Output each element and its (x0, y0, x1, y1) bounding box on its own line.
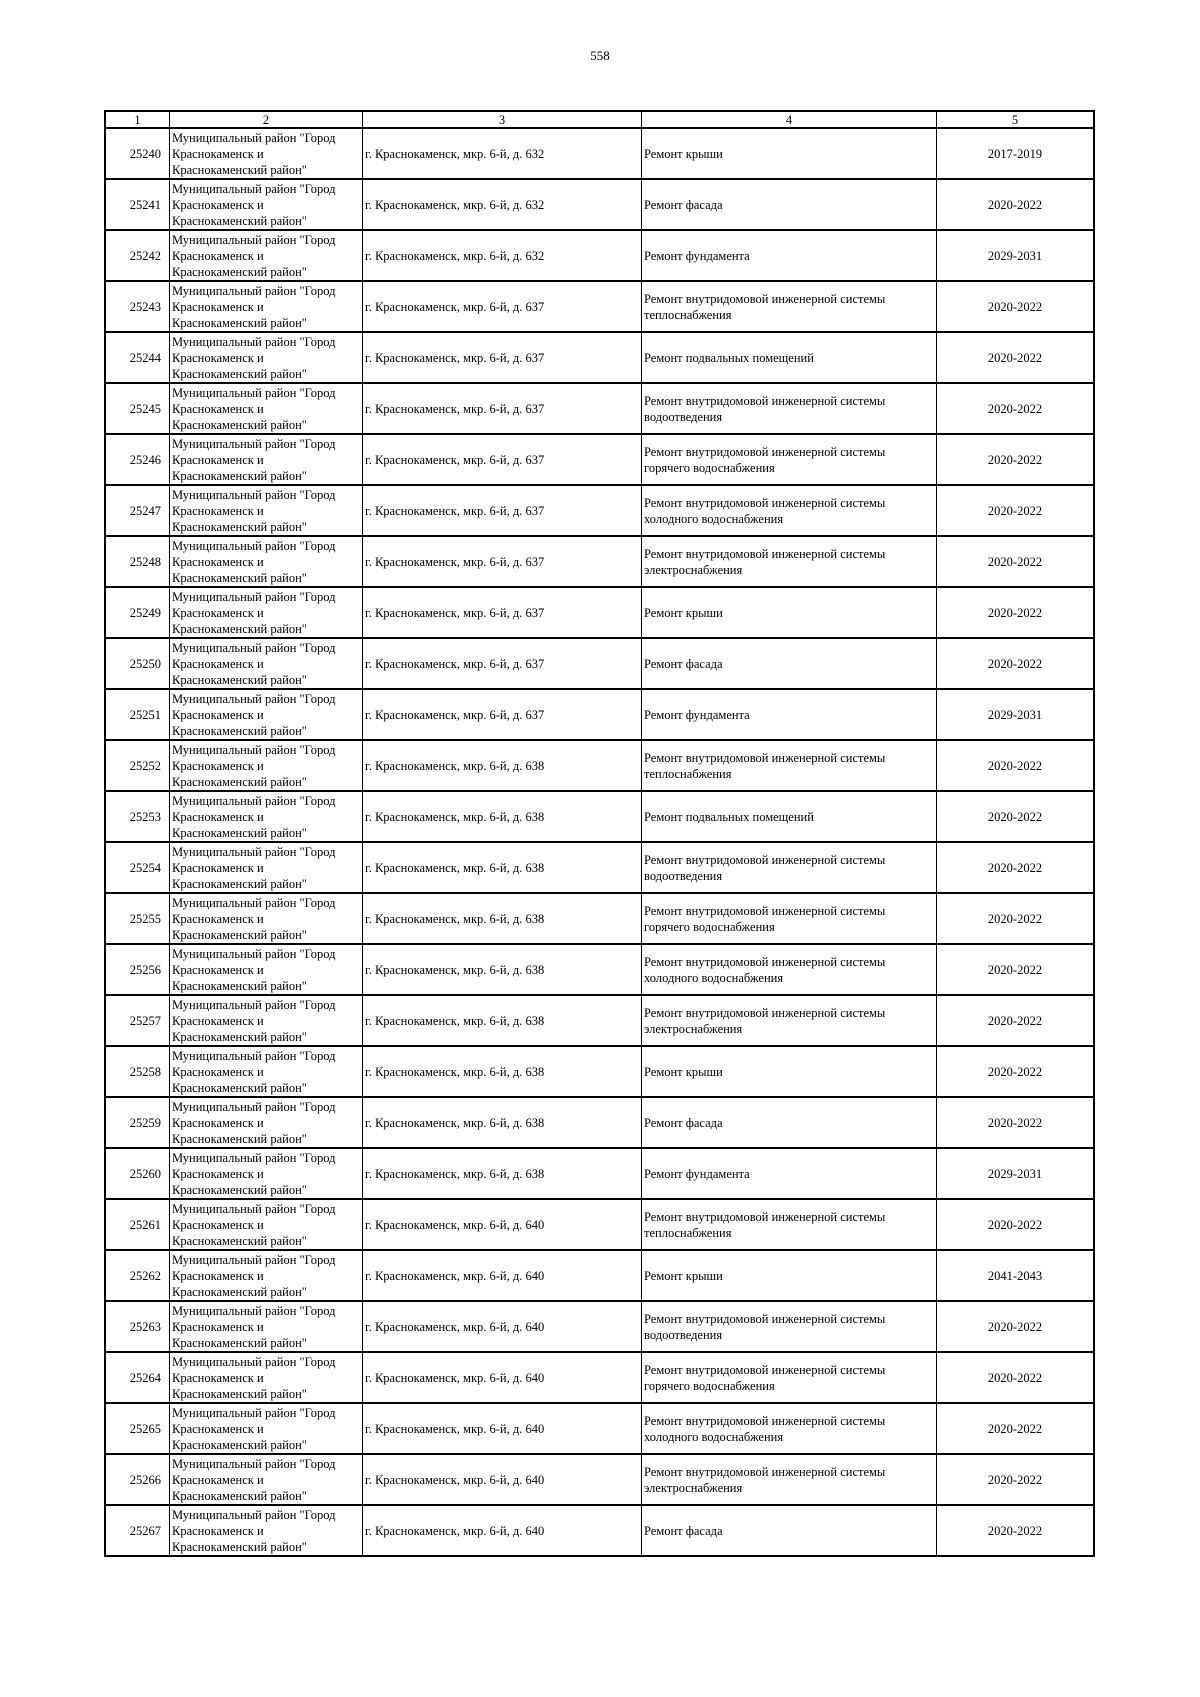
table-row (105, 1403, 1094, 1454)
municipality-cell: Муниципальный район "Город Краснокаменск и Краснокаменский район" (170, 1301, 363, 1352)
address-cell: г. Краснокаменск, мкр. 6-й, д. 640 (363, 1199, 642, 1250)
table-row (105, 128, 1094, 179)
address-cell: г. Краснокаменск, мкр. 6-й, д. 632 (363, 230, 642, 281)
municipality-cell: Муниципальный район "Город Краснокаменск и Краснокаменский район" (170, 944, 363, 995)
address-cell: г. Краснокаменск, мкр. 6-й, д. 632 (363, 179, 642, 230)
address-cell: г. Краснокаменск, мкр. 6-й, д. 638 (363, 1148, 642, 1199)
table-row (105, 1199, 1094, 1250)
work-type-cell: Ремонт фасада (642, 638, 937, 689)
table-row (105, 281, 1094, 332)
address-cell: г. Краснокаменск, мкр. 6-й, д. 637 (363, 587, 642, 638)
municipality-cell: Муниципальный район "Город Краснокаменск и Краснокаменский район" (170, 740, 363, 791)
table-row (105, 1505, 1094, 1556)
address-cell: г. Краснокаменск, мкр. 6-й, д. 638 (363, 893, 642, 944)
period-cell: 2020-2022 (937, 1301, 1095, 1352)
table-row (105, 893, 1094, 944)
period-cell: 2017-2019 (937, 128, 1095, 179)
table-body (105, 128, 1094, 1556)
address-cell: г. Краснокаменск, мкр. 6-й, д. 638 (363, 995, 642, 1046)
row-number-cell: 25258 (105, 1046, 170, 1097)
row-number-cell: 25266 (105, 1454, 170, 1505)
municipality-cell: Муниципальный район "Город Краснокаменск и Краснокаменский район" (170, 230, 363, 281)
work-type-cell: Ремонт фундамента (642, 689, 937, 740)
table-row (105, 1352, 1094, 1403)
municipality-cell: Муниципальный район "Город Краснокаменск и Краснокаменский район" (170, 1352, 363, 1403)
table-row (105, 230, 1094, 281)
address-cell: г. Краснокаменск, мкр. 6-й, д. 637 (363, 434, 642, 485)
row-number-cell: 25260 (105, 1148, 170, 1199)
work-type-cell: Ремонт внутридомовой инженерной системы холодного водоснабжения (642, 944, 937, 995)
period-cell: 2020-2022 (937, 893, 1095, 944)
address-cell: г. Краснокаменск, мкр. 6-й, д. 640 (363, 1505, 642, 1556)
period-cell: 2020-2022 (937, 332, 1095, 383)
row-number-cell: 25246 (105, 434, 170, 485)
period-cell: 2020-2022 (937, 281, 1095, 332)
municipality-cell: Муниципальный район "Город Краснокаменск и Краснокаменский район" (170, 638, 363, 689)
table-row (105, 740, 1094, 791)
period-cell: 2029-2031 (937, 689, 1095, 740)
period-cell: 2041-2043 (937, 1250, 1095, 1301)
row-number-cell: 25257 (105, 995, 170, 1046)
row-number-cell: 25265 (105, 1403, 170, 1454)
header-row (105, 111, 1094, 128)
table-row (105, 1148, 1094, 1199)
municipality-cell: Муниципальный район "Город Краснокаменск и Краснокаменский район" (170, 485, 363, 536)
municipality-cell: Муниципальный район "Город Краснокаменск и Краснокаменский район" (170, 995, 363, 1046)
table-row (105, 689, 1094, 740)
period-cell: 2020-2022 (937, 1199, 1095, 1250)
municipality-cell: Муниципальный район "Город Краснокаменск и Краснокаменский район" (170, 1454, 363, 1505)
table-row (105, 332, 1094, 383)
period-cell: 2020-2022 (937, 1505, 1095, 1556)
address-cell: г. Краснокаменск, мкр. 6-й, д. 637 (363, 638, 642, 689)
work-type-cell: Ремонт фасада (642, 179, 937, 230)
municipality-cell: Муниципальный район "Город Краснокаменск и Краснокаменский район" (170, 128, 363, 179)
table-row (105, 1250, 1094, 1301)
row-number-cell: 25240 (105, 128, 170, 179)
table-row (105, 434, 1094, 485)
municipality-cell: Муниципальный район "Город Краснокаменск и Краснокаменский район" (170, 791, 363, 842)
row-number-cell: 25264 (105, 1352, 170, 1403)
municipality-cell: Муниципальный район "Город Краснокаменск и Краснокаменский район" (170, 1148, 363, 1199)
row-number-cell: 25244 (105, 332, 170, 383)
period-cell: 2020-2022 (937, 638, 1095, 689)
table-row (105, 587, 1094, 638)
address-cell: г. Краснокаменск, мкр. 6-й, д. 640 (363, 1403, 642, 1454)
work-type-cell: Ремонт фундамента (642, 230, 937, 281)
work-type-cell: Ремонт подвальных помещений (642, 332, 937, 383)
row-number-cell: 25243 (105, 281, 170, 332)
period-cell: 2020-2022 (937, 944, 1095, 995)
table-row (105, 1454, 1094, 1505)
column-header-5: 5 (937, 111, 1095, 128)
period-cell: 2020-2022 (937, 536, 1095, 587)
row-number-cell: 25251 (105, 689, 170, 740)
address-cell: г. Краснокаменск, мкр. 6-й, д. 637 (363, 383, 642, 434)
address-cell: г. Краснокаменск, мкр. 6-й, д. 638 (363, 944, 642, 995)
table-row (105, 995, 1094, 1046)
work-type-cell: Ремонт внутридомовой инженерной системы горячего водоснабжения (642, 893, 937, 944)
period-cell: 2020-2022 (937, 740, 1095, 791)
municipality-cell: Муниципальный район "Город Краснокаменск и Краснокаменский район" (170, 1199, 363, 1250)
row-number-cell: 25249 (105, 587, 170, 638)
municipality-cell: Муниципальный район "Город Краснокаменск и Краснокаменский район" (170, 1505, 363, 1556)
period-cell: 2020-2022 (937, 1352, 1095, 1403)
period-cell: 2020-2022 (937, 1454, 1095, 1505)
municipality-cell: Муниципальный район "Город Краснокаменск и Краснокаменский район" (170, 842, 363, 893)
municipality-cell: Муниципальный район "Город Краснокаменск и Краснокаменский район" (170, 1250, 363, 1301)
column-header-4: 4 (642, 111, 937, 128)
address-cell: г. Краснокаменск, мкр. 6-й, д. 640 (363, 1352, 642, 1403)
row-number-cell: 25256 (105, 944, 170, 995)
period-cell: 2020-2022 (937, 791, 1095, 842)
row-number-cell: 25245 (105, 383, 170, 434)
address-cell: г. Краснокаменск, мкр. 6-й, д. 637 (363, 689, 642, 740)
address-cell: г. Краснокаменск, мкр. 6-й, д. 638 (363, 1046, 642, 1097)
row-number-cell: 25241 (105, 179, 170, 230)
row-number-cell: 25253 (105, 791, 170, 842)
row-number-cell: 25247 (105, 485, 170, 536)
municipality-cell: Муниципальный район "Город Краснокаменск и Краснокаменский район" (170, 536, 363, 587)
column-header-3: 3 (363, 111, 642, 128)
municipality-cell: Муниципальный район "Город Краснокаменск и Краснокаменский район" (170, 689, 363, 740)
row-number-cell: 25248 (105, 536, 170, 587)
period-cell: 2029-2031 (937, 1148, 1095, 1199)
table-row (105, 638, 1094, 689)
table-row (105, 842, 1094, 893)
row-number-cell: 25259 (105, 1097, 170, 1148)
work-type-cell: Ремонт внутридомовой инженерной системы холодного водоснабжения (642, 1403, 937, 1454)
row-number-cell: 25267 (105, 1505, 170, 1556)
table-row (105, 791, 1094, 842)
work-type-cell: Ремонт внутридомовой инженерной системы теплоснабжения (642, 740, 937, 791)
municipality-cell: Муниципальный район "Город Краснокаменск и Краснокаменский район" (170, 281, 363, 332)
column-header-1: 1 (105, 111, 170, 128)
table-row (105, 1046, 1094, 1097)
address-cell: г. Краснокаменск, мкр. 6-й, д. 640 (363, 1454, 642, 1505)
address-cell: г. Краснокаменск, мкр. 6-й, д. 638 (363, 842, 642, 893)
period-cell: 2029-2031 (937, 230, 1095, 281)
page-number: 558 (590, 48, 610, 63)
table-row (105, 179, 1094, 230)
table-row (105, 383, 1094, 434)
work-type-cell: Ремонт фундамента (642, 1148, 937, 1199)
table-row (105, 1301, 1094, 1352)
municipality-cell: Муниципальный район "Город Краснокаменск и Краснокаменский район" (170, 332, 363, 383)
table-header (105, 111, 1094, 128)
municipality-cell: Муниципальный район "Город Краснокаменск и Краснокаменский район" (170, 179, 363, 230)
period-cell: 2020-2022 (937, 587, 1095, 638)
table-row (105, 1097, 1094, 1148)
municipality-cell: Муниципальный район "Город Краснокаменск и Краснокаменский район" (170, 383, 363, 434)
work-type-cell: Ремонт фасада (642, 1505, 937, 1556)
address-cell: г. Краснокаменск, мкр. 6-й, д. 640 (363, 1301, 642, 1352)
address-cell: г. Краснокаменск, мкр. 6-й, д. 637 (363, 536, 642, 587)
row-number-cell: 25263 (105, 1301, 170, 1352)
period-cell: 2020-2022 (937, 1403, 1095, 1454)
work-type-cell: Ремонт внутридомовой инженерной системы электроснабжения (642, 536, 937, 587)
work-type-cell: Ремонт внутридомовой инженерной системы водоотведения (642, 1301, 937, 1352)
address-cell: г. Краснокаменск, мкр. 6-й, д. 638 (363, 740, 642, 791)
work-type-cell: Ремонт внутридомовой инженерной системы водоотведения (642, 842, 937, 893)
municipality-cell: Муниципальный район "Город Краснокаменск и Краснокаменский район" (170, 1097, 363, 1148)
work-type-cell: Ремонт крыши (642, 128, 937, 179)
period-cell: 2020-2022 (937, 383, 1095, 434)
address-cell: г. Краснокаменск, мкр. 6-й, д. 638 (363, 791, 642, 842)
work-type-cell: Ремонт внутридомовой инженерной системы горячего водоснабжения (642, 1352, 937, 1403)
work-type-cell: Ремонт внутридомовой инженерной системы электроснабжения (642, 1454, 937, 1505)
work-type-cell: Ремонт подвальных помещений (642, 791, 937, 842)
period-cell: 2020-2022 (937, 485, 1095, 536)
work-type-cell: Ремонт внутридомовой инженерной системы горячего водоснабжения (642, 434, 937, 485)
work-type-cell: Ремонт крыши (642, 1250, 937, 1301)
work-type-cell: Ремонт внутридомовой инженерной системы электроснабжения (642, 995, 937, 1046)
municipality-cell: Муниципальный район "Город Краснокаменск и Краснокаменский район" (170, 1403, 363, 1454)
register-table (104, 110, 1095, 1557)
period-cell: 2020-2022 (937, 179, 1095, 230)
municipality-cell: Муниципальный район "Город Краснокаменск и Краснокаменский район" (170, 434, 363, 485)
address-cell: г. Краснокаменск, мкр. 6-й, д. 637 (363, 281, 642, 332)
row-number-cell: 25252 (105, 740, 170, 791)
work-type-cell: Ремонт фасада (642, 1097, 937, 1148)
work-type-cell: Ремонт крыши (642, 587, 937, 638)
municipality-cell: Муниципальный район "Город Краснокаменск и Краснокаменский район" (170, 893, 363, 944)
work-type-cell: Ремонт крыши (642, 1046, 937, 1097)
municipality-cell: Муниципальный район "Город Краснокаменск и Краснокаменский район" (170, 1046, 363, 1097)
period-cell: 2020-2022 (937, 842, 1095, 893)
work-type-cell: Ремонт внутридомовой инженерной системы теплоснабжения (642, 281, 937, 332)
table-row (105, 536, 1094, 587)
table-row (105, 485, 1094, 536)
row-number-cell: 25254 (105, 842, 170, 893)
row-number-cell: 25250 (105, 638, 170, 689)
period-cell: 2020-2022 (937, 995, 1095, 1046)
address-cell: г. Краснокаменск, мкр. 6-й, д. 637 (363, 332, 642, 383)
period-cell: 2020-2022 (937, 1046, 1095, 1097)
work-type-cell: Ремонт внутридомовой инженерной системы водоотведения (642, 383, 937, 434)
address-cell: г. Краснокаменск, мкр. 6-й, д. 632 (363, 128, 642, 179)
municipality-cell: Муниципальный район "Город Краснокаменск и Краснокаменский район" (170, 587, 363, 638)
table-row (105, 944, 1094, 995)
period-cell: 2020-2022 (937, 434, 1095, 485)
column-header-2: 2 (170, 111, 363, 128)
row-number-cell: 25242 (105, 230, 170, 281)
address-cell: г. Краснокаменск, мкр. 6-й, д. 640 (363, 1250, 642, 1301)
period-cell: 2020-2022 (937, 1097, 1095, 1148)
row-number-cell: 25262 (105, 1250, 170, 1301)
work-type-cell: Ремонт внутридомовой инженерной системы теплоснабжения (642, 1199, 937, 1250)
work-type-cell: Ремонт внутридомовой инженерной системы холодного водоснабжения (642, 485, 937, 536)
address-cell: г. Краснокаменск, мкр. 6-й, д. 638 (363, 1097, 642, 1148)
address-cell: г. Краснокаменск, мкр. 6-й, д. 637 (363, 485, 642, 536)
row-number-cell: 25255 (105, 893, 170, 944)
row-number-cell: 25261 (105, 1199, 170, 1250)
